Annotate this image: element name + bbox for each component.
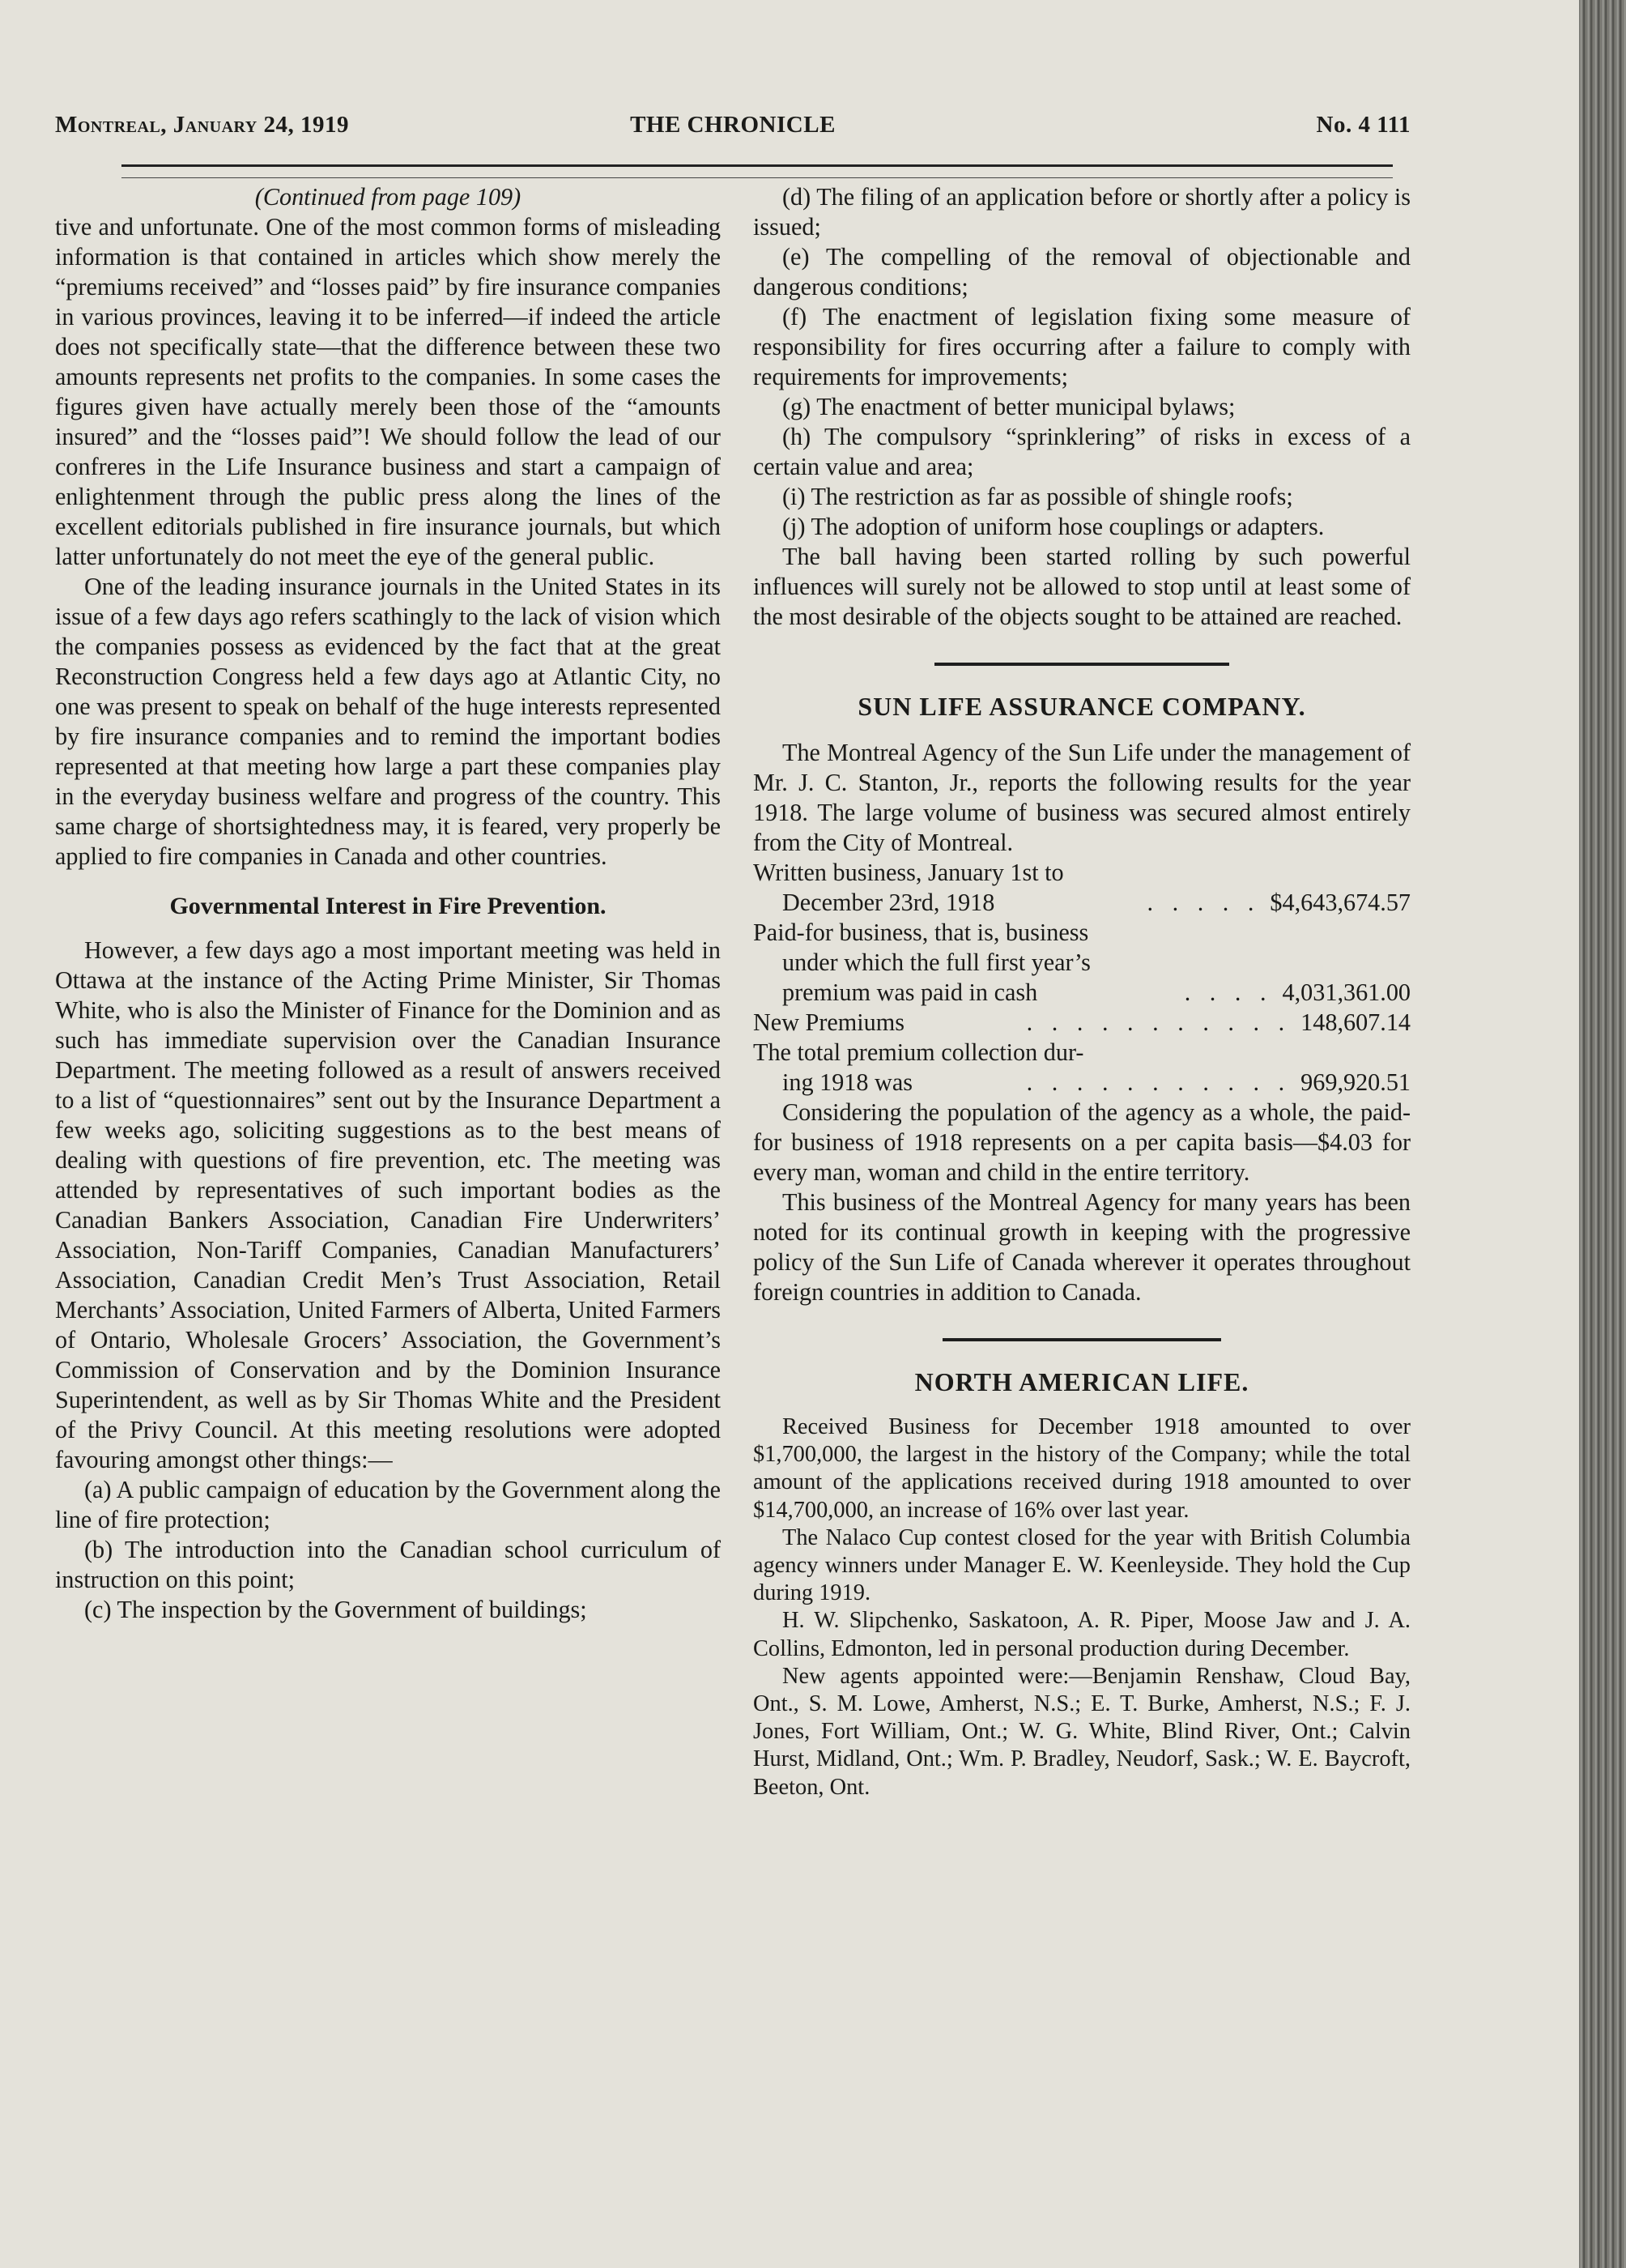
article-paragraph: The Nalaco Cup contest closed for the year with British Columbia agency winners under Manager E. W. Keenleyside. They hold the Cup during 1919. xyxy=(753,1524,1411,1606)
article-paragraph: The Montreal Agency of the Sun Life under the management of Mr. J. C. Stanton, Jr., reports the following results for the year 1918. The large volume of business was secured almost entirely from the City of Montreal. xyxy=(753,739,1411,856)
article-paragraph: The ball having been started rolling by such powerful influences will surely not be allowed to stop until at least some of the most desirable of the objects sought to be attained are reached. xyxy=(753,543,1411,630)
resolution-item-c: (c) The inspection by the Government of buildings; xyxy=(84,1596,587,1623)
article-paragraph: One of the leading insurance journals in the United States in its issue of a few days ago refers scathingly to the lack of vision which the companies possess as evidenced by the fact that at the great Reconstruction Congress held a few days ago at Atlantic City, no one was present to speak on behalf of the huge interests represented by fire insurance companies and to remind the important bodies represented at that meeting how large a part these companies play in the everyday business welfare and progress of the country. This same charge of shortsightedness may, it is feared, very properly be applied to fire companies in Canada and other countries. xyxy=(55,573,721,870)
ledger-row xyxy=(753,858,1411,888)
ledger-label: under which the full first year’s xyxy=(782,949,1091,976)
leader-dots: . . . . . . . . . . . xyxy=(1026,1068,1292,1096)
section-divider xyxy=(934,663,1229,666)
book-binding-edge xyxy=(1579,0,1626,2268)
ledger-label: premium was paid in cash xyxy=(782,978,1038,1006)
ledger-row xyxy=(753,948,1411,978)
ledger-value: 969,920.51 xyxy=(1300,1068,1411,1096)
ledger-row xyxy=(753,1038,1411,1068)
ledger-label: Paid-for business, that is, business xyxy=(753,919,1089,946)
sun-life-title: SUN LIFE ASSURANCE COMPANY. xyxy=(858,692,1306,721)
header-double-rule xyxy=(121,164,1393,178)
resolution-item-d: (d) The filing of an application before or shortly after a policy is issued; xyxy=(753,183,1411,241)
article-paragraph: H. W. Slipchenko, Saskatoon, A. R. Piper, Moose Jaw and J. A. Collins, Edmonton, led in personal production during December. xyxy=(753,1608,1411,1661)
ledger-row xyxy=(753,918,1411,948)
leader-dots: . . . . . xyxy=(1147,889,1261,916)
header-publication-title: THE CHRONICLE xyxy=(630,112,836,138)
sun-life-results-table xyxy=(753,858,1411,1098)
resolution-item-a: (a) A public campaign of education by the Government along the line of fire protection; xyxy=(55,1476,721,1533)
ledger-value: 148,607.14 xyxy=(1300,1008,1411,1036)
ledger-row xyxy=(753,1008,1411,1038)
ledger-value: 4,031,361.00 xyxy=(1282,978,1411,1006)
section-subhead: Governmental Interest in Fire Prevention. xyxy=(169,893,607,919)
resolution-item-f: (f) The enactment of legislation fixing some measure of responsibility for fires occurring after a failure to comply with requirements for improvements; xyxy=(753,303,1411,390)
left-column xyxy=(55,182,721,1625)
resolution-item-j: (j) The adoption of uniform hose couplings or adapters. xyxy=(782,513,1325,540)
ledger-row xyxy=(753,1068,1411,1098)
ledger-value: $4,643,674.57 xyxy=(1270,889,1411,916)
resolution-item-b: (b) The introduction into the Canadian school curriculum of instruction on this point; xyxy=(55,1536,721,1593)
article-paragraph: Considering the population of the agency as a whole, the paid-for business of 1918 represents on a per capita basis—$4.03 for every man, woman and child in the entire territory. xyxy=(753,1098,1411,1186)
resolution-item-h: (h) The compulsory “sprinklering” of risks in excess of a certain value and area; xyxy=(753,423,1411,480)
ledger-label: Written business, January 1st to xyxy=(753,859,1064,886)
ledger-label: ing 1918 was xyxy=(782,1068,913,1096)
article-paragraph: This business of the Montreal Agency for many years has been noted for its continual growth in keeping with the progressive policy of the Sun Life of Canada wherever it operates throughout foreign countries in addition to Canada. xyxy=(753,1188,1411,1306)
article-paragraph: However, a few days ago a most important meeting was held in Ottawa at the instance of the Acting Prime Minister, Sir Thomas White, who is also the Minister of Finance for the Dominion and as such has immediate supervision over the Canadian Insurance Department. The meeting followed as a result of answers received to a list of “questionnaires” sent out by the Insurance Department a few weeks ago, soliciting suggestions as to the best means of dealing with questions of fire prevention, etc. The meeting was attended by representatives of such important bodies as the Canadian Bankers Association, Canadian Fire Underwriters’ Association, Non-Tariff Companies, Canadian Manufacturers’ Association, Canadian Credit Men’s Trust Association, Retail Merchants’ Association, United Farmers of Alberta, United Farmers of Ontario, Wholesale Grocers’ Association, the Government’s Commission of Conservation and by the Dominion Insurance Superintendent, as well as by Sir Thomas White and the President of the Privy Council. At this meeting resolutions were adopted favouring amongst other things:— xyxy=(55,936,721,1473)
leader-dots: . . . . xyxy=(1184,978,1273,1006)
ledger-label: The total premium collection dur- xyxy=(753,1038,1084,1066)
header-dateline: Montreal, January 24, 1919 xyxy=(55,112,349,138)
ledger-label: New Premiums xyxy=(753,1008,905,1036)
header-issue-page-number: No. 4 111 xyxy=(1316,112,1411,138)
continued-note: (Continued from page 109) xyxy=(254,183,521,211)
article-paragraph: New agents appointed were:—Benjamin Renshaw, Cloud Bay, Ont., S. M. Lowe, Amherst, N.S.; E. T. Burke, Amherst, N.S.; F. J. Jones, Fort William, Ont.; W. G. White, Blind River, Ont.; Calvin Hurst, Midland, Ont.; Wm. P. Bradley, Neudorf, Sask.; W. E. Baycroft, Beeton, Ont. xyxy=(753,1663,1411,1800)
north-american-life-title: NORTH AMERICAN LIFE. xyxy=(914,1367,1249,1396)
ledger-row xyxy=(753,888,1411,918)
resolution-item-g: (g) The enactment of better municipal bylaws; xyxy=(782,393,1236,420)
ledger-label: December 23rd, 1918 xyxy=(782,889,995,916)
article-paragraph: tive and unfortunate. One of the most common forms of misleading information is that contained in articles which show merely the “premiums received” and “losses paid” by fire insurance companies in various provinces, leaving it to be inferred—if indeed the article does not specifically state—that the difference between these two amounts represents net profits to the companies. In some cases the figures given have actually merely been those of the “amounts insured” and the “losses paid”! We should follow the lead of our confreres in the Life Insurance business and start a campaign of enlightenment through the public press along the lines of the excellent editorials published in fire insurance journals, but which latter unfortunately do not meet the eye of the general public. xyxy=(55,213,721,570)
section-divider xyxy=(943,1338,1221,1341)
right-column xyxy=(753,182,1411,1801)
north-american-life-body xyxy=(753,1413,1411,1801)
article-paragraph: Received Business for December 1918 amounted to over $1,700,000, the largest in the history of the Company; while the total amount of the applications received during 1918 amounted to over $14,700,000, an increase of 16% over last year. xyxy=(753,1414,1411,1523)
resolution-item-e: (e) The compelling of the removal of objectionable and dangerous conditions; xyxy=(753,243,1411,301)
ledger-row xyxy=(753,978,1411,1008)
resolution-item-i: (i) The restriction as far as possible of shingle roofs; xyxy=(782,483,1293,510)
leader-dots: . . . . . . . . . . . xyxy=(1026,1008,1292,1036)
